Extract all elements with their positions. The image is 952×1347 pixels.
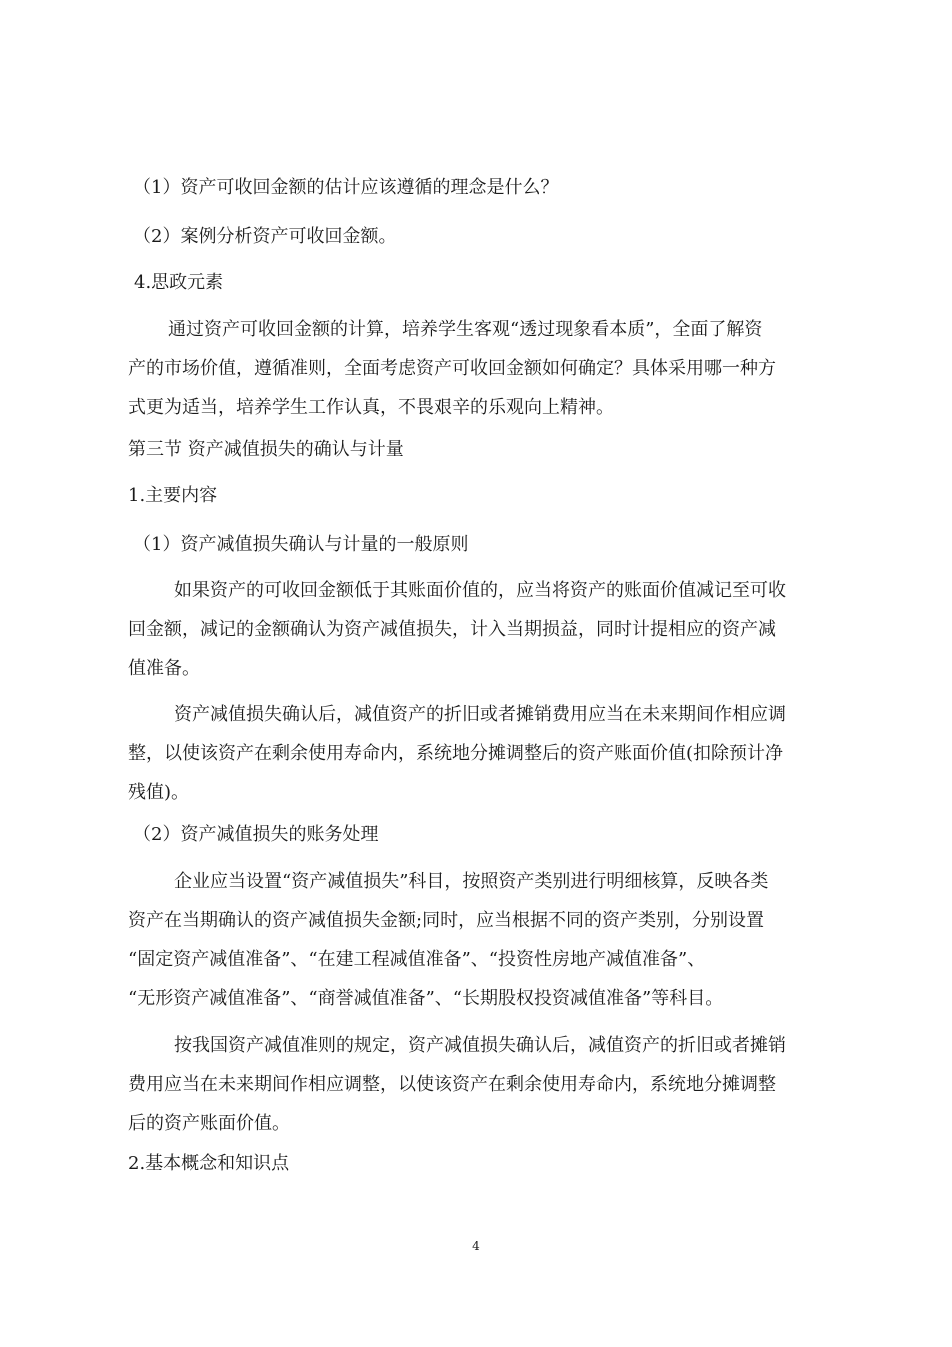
heading-sizheng: 4.思政元素 [134,272,224,293]
para-line: 式更为适当，培养学生工作认真，不畏艰辛的乐观向上精神。 [128,397,614,418]
para-line: “无形资产减值准备”、“商誉减值准备”、“长期股权投资减值准备”等科目。 [128,988,724,1009]
para-line: 整，以使该资产在剩余使用寿命内，系统地分摊调整后的资产账面价值(扣除预计净 [128,743,784,764]
para-line: 残值)。 [128,782,190,803]
page-number: 4 [472,1239,480,1253]
question-1: （1）资产可收回金额的估计应该遵循的理念是什么？ [133,177,559,198]
paragraph-rule-1 [128,571,828,688]
paragraph-sizheng [128,310,828,427]
section-heading: 第三节 资产减值损失的确认与计量 [128,439,404,460]
subheading-1: （1）资产减值损失确认与计量的一般原则 [133,534,469,555]
para-line: 费用应当在未来期间作相应调整，以使该资产在剩余使用寿命内，系统地分摊调整 [128,1074,776,1095]
para-line: 值准备。 [128,658,200,679]
para-line: “固定资产减值准备”、“在建工程减值准备”、“投资性房地产减值准备”、 [128,949,706,970]
para-line: 资产在当期确认的资产减值损失金额;同时，应当根据不同的资产类别，分别设置 [128,910,765,931]
question-2: （2）案例分析资产可收回金额。 [133,226,397,247]
heading-concepts: 2.基本概念和知识点 [128,1153,290,1174]
heading-main-content: 1.主要内容 [128,485,218,506]
para-line: 企业应当设置“资产减值损失”科目，按照资产类别进行明细核算，反映各类 [174,871,769,892]
subheading-2: （2）资产减值损失的账务处理 [133,824,379,845]
para-line: 后的资产账面价值。 [128,1113,290,1134]
paragraph-rule-2 [128,695,828,812]
para-line: 资产减值损失确认后，减值资产的折旧或者摊销费用应当在未来期间作相应调 [174,704,786,725]
paragraph-accounting-1 [128,862,828,1018]
para-line: 回金额，减记的金额确认为资产减值损失，计入当期损益，同时计提相应的资产减 [128,619,776,640]
paragraph-accounting-2 [128,1026,828,1143]
para-line: 通过资产可收回金额的计算，培养学生客观“透过现象看本质”，全面了解资 [168,319,763,340]
para-line: 如果资产的可收回金额低于其账面价值的，应当将资产的账面价值减记至可收 [174,580,786,601]
para-line: 按我国资产减值准则的规定，资产减值损失确认后，减值资产的折旧或者摊销 [174,1035,786,1056]
para-line: 产的市场价值，遵循准则，全面考虑资产可收回金额如何确定？具体采用哪一种方 [128,358,776,379]
